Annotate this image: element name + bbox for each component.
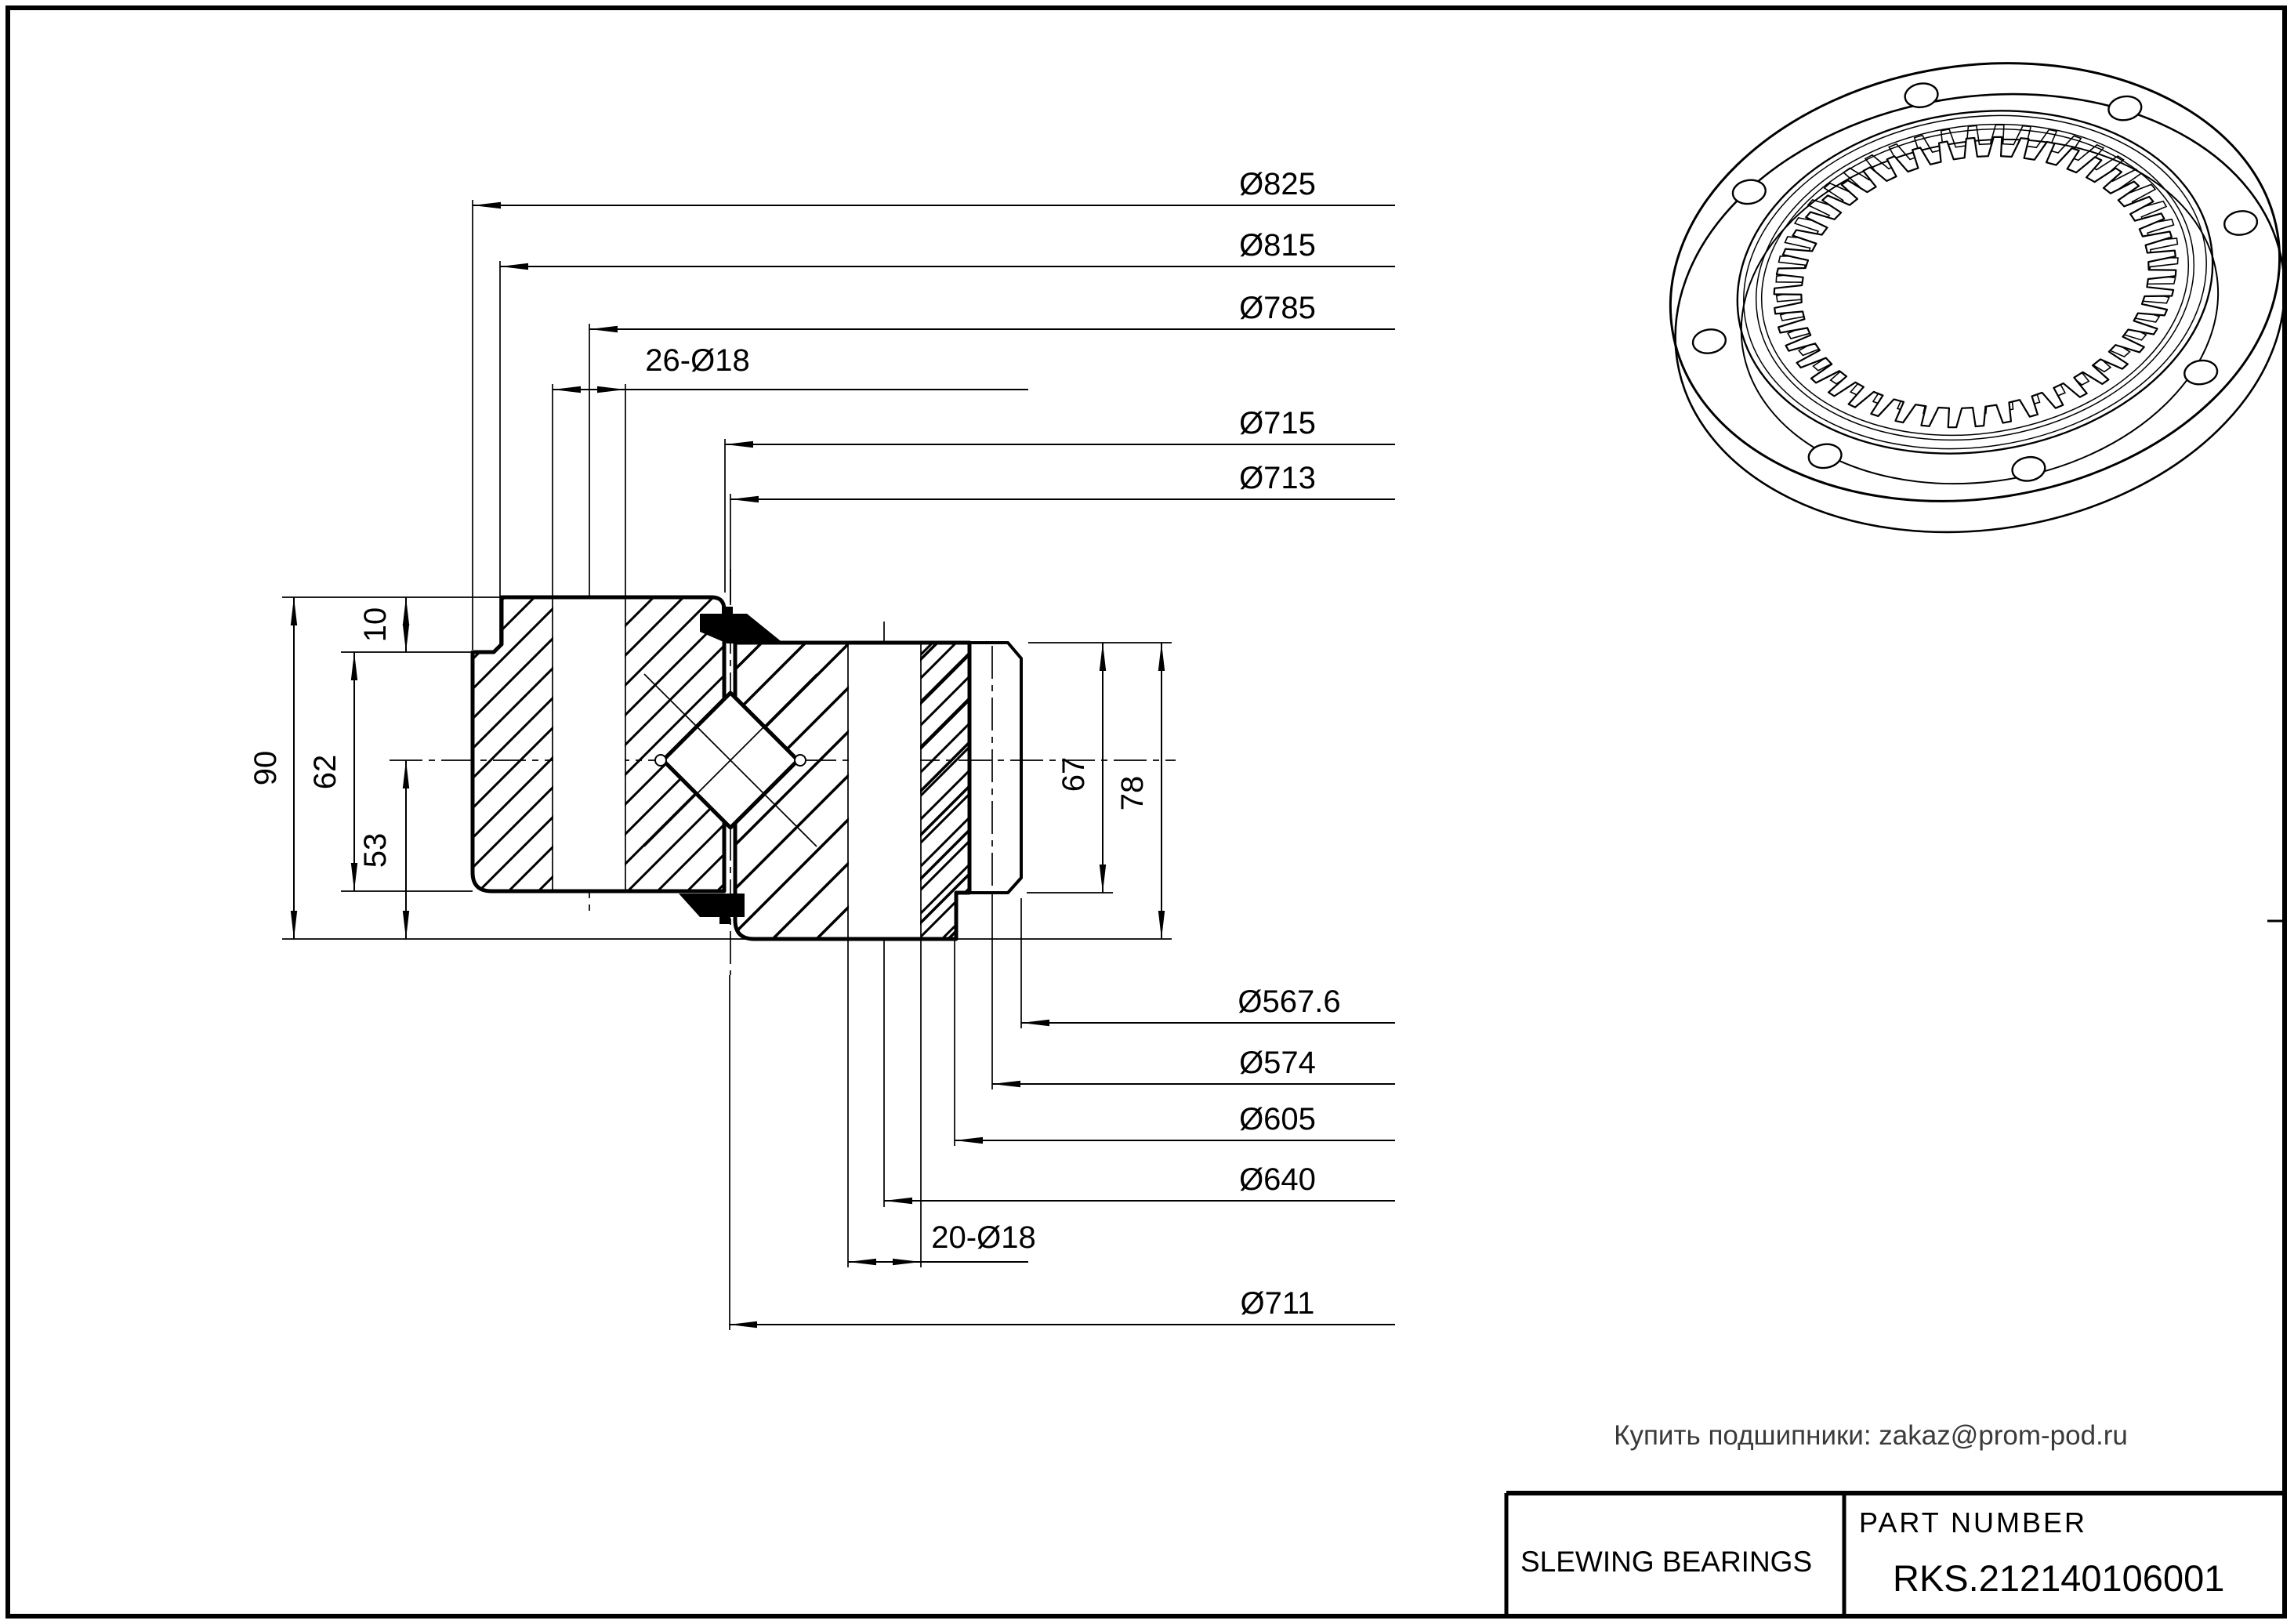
title-block-category: SLEWING BEARINGS [1520, 1546, 1813, 1578]
dim-label-78: 78 [1115, 775, 1150, 811]
dimensions-left [248, 597, 406, 939]
contact-note: Купить подшипники: zakaz@prom-pod.ru [1614, 1420, 2128, 1451]
dim-label-715: Ø715 [1239, 406, 1316, 440]
dim-label-62: 62 [308, 754, 342, 790]
raceway-contact-right [795, 755, 806, 766]
dim-label-67: 67 [1056, 756, 1091, 792]
iso-flange-hole [2223, 208, 2259, 237]
dimensions-right [1056, 643, 1161, 939]
dim-label-outer-holes: 26-Ø18 [645, 343, 750, 378]
raceway-contact-left [655, 755, 666, 766]
iso-flange-hole [2010, 455, 2046, 483]
dim-label-height-90: 90 [248, 750, 283, 786]
part-number-label: PART NUMBER [1859, 1506, 2088, 1539]
iso-flange-hole [1903, 82, 1939, 110]
title-block [1506, 1493, 2283, 1615]
dim-label-od-815: Ø815 [1239, 228, 1316, 263]
dim-label-step-10: 10 [358, 607, 393, 643]
gear-rim-section [969, 643, 1021, 893]
dim-label-711: Ø711 [1240, 1286, 1315, 1321]
iso-flange-hole [2183, 358, 2219, 386]
iso-flange-hole [1691, 327, 1727, 355]
dim-label-605: Ø605 [1239, 1102, 1316, 1136]
dim-label-od-825: Ø825 [1239, 167, 1316, 201]
outer-bolt-hole [553, 599, 625, 890]
dim-label-inner-holes: 20-Ø18 [931, 1220, 1036, 1255]
dimensions-bottom [729, 984, 1395, 1325]
iso-flange-hole [2107, 94, 2143, 122]
section-view [248, 167, 1395, 1330]
dimensions-top [473, 167, 1395, 499]
dim-label-567-6: Ø567.6 [1238, 984, 1341, 1019]
gear-teeth [1753, 109, 2198, 455]
dim-label-bolt-circle-785: Ø785 [1239, 291, 1316, 325]
dim-label-574: Ø574 [1239, 1046, 1316, 1080]
inner-bolt-hole [849, 644, 920, 937]
dim-label-713: Ø713 [1239, 461, 1316, 495]
part-number-value: RKS.212140106001 [1893, 1557, 2225, 1599]
dim-label-53: 53 [358, 832, 393, 868]
dim-label-640: Ø640 [1239, 1162, 1316, 1197]
isometric-view [1639, 20, 2294, 575]
